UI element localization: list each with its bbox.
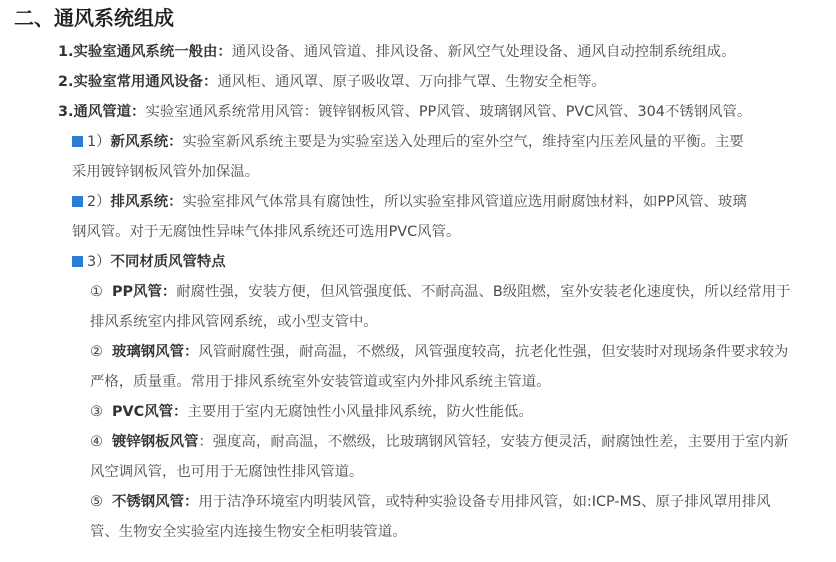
- sub-number: 2）: [87, 194, 111, 210]
- square-bullet-icon: [72, 196, 83, 207]
- sub-fresh-air-line1: [72, 132, 744, 152]
- item-label: 2.实验室常用通风设备：: [58, 74, 218, 90]
- sub-fresh-air-line2: 采用镀锌钢板风管外加保温。: [72, 164, 260, 180]
- sub-materials-heading: [72, 252, 226, 272]
- item-equipment-composition: [58, 42, 735, 62]
- material-label: 镀锌钢板风管: [112, 434, 199, 450]
- material-pp-line2: 排风系统室内排风管网系统，或小型支管中。: [90, 314, 378, 330]
- square-bullet-icon: [72, 256, 83, 267]
- sub-label: 不同材质风管特点: [110, 254, 226, 270]
- material-text: 用于洁净环境室内明装风管，或特种实验设备专用排风管，如:ICP-MS、原子排风罩用排风: [198, 494, 771, 510]
- item-common-equipment: [58, 72, 606, 92]
- sub-label: 排风系统：: [110, 194, 183, 210]
- item-text: 通风柜、通风罩、原子吸收罩、万向排气罩、生物安全柜等。: [217, 74, 606, 90]
- material-number: ②: [90, 344, 103, 360]
- sub-exhaust-line1: [72, 192, 747, 212]
- material-number: ⑤: [90, 494, 103, 510]
- material-label: PVC风管：: [112, 404, 188, 420]
- sub-number: 3）: [87, 254, 111, 270]
- item-label: 1.实验室通风系统一般由：: [58, 44, 232, 60]
- material-text: 主要用于室内无腐蚀性小风量排风系统，防火性能低。: [187, 404, 533, 420]
- sub-number: 1）: [87, 134, 111, 150]
- material-text: 耐腐性强，安装方便，但风管强度低、不耐高温、B级阻燃，室外安装老化速度快，所以经常用于: [176, 284, 791, 300]
- item-ducts: [58, 102, 751, 122]
- material-label: PP风管：: [112, 284, 177, 300]
- material-pvc-line1: [90, 402, 533, 422]
- section-heading: 二、通风系统组成: [14, 6, 174, 30]
- material-frp-line2: 严格，质量重。常用于排风系统室外安装管道或室内外排风系统主管道。: [90, 374, 551, 390]
- sub-label: 新风系统：: [110, 134, 183, 150]
- material-number: ④: [90, 434, 103, 450]
- square-bullet-icon: [72, 136, 83, 147]
- sub-exhaust-line2: 钢风管。对于无腐蚀性异味气体排风系统还可选用PVC风管。: [72, 224, 461, 240]
- sub-text: 实验室新风系统主要是为实验室送入处理后的室外空气，维持室内压差风量的平衡。主要: [182, 134, 744, 150]
- sub-text: 实验室排风气体常具有腐蚀性，所以实验室排风管道应选用耐腐蚀材料，如PP风管、玻璃: [182, 194, 747, 210]
- item-text: 通风设备、通风管道、排风设备、新风空气处理设备、通风自动控制系统组成。: [231, 44, 736, 60]
- material-frp-line1: [90, 342, 788, 362]
- material-text: 风管耐腐性强，耐高温，不燃级，风管强度较高，抗老化性强，但安装时对现场条件要求较为: [198, 344, 789, 360]
- material-pp-line1: [90, 282, 791, 302]
- item-label: 3.通风管道：: [58, 104, 146, 120]
- material-stainless-line1: [90, 492, 771, 512]
- material-galvanized-line2: 风空调风管，也可用于无腐蚀性排风管道。: [90, 464, 364, 480]
- material-label: 不锈钢风管：: [112, 494, 199, 510]
- material-stainless-line2: 管、生物安全实验室内连接生物安全柜明装管道。: [90, 524, 407, 540]
- material-number: ③: [90, 404, 103, 420]
- material-text: ：强度高，耐高温，不燃级，比玻璃钢风管轻，安装方便灵活，耐腐蚀性差，主要用于室内新: [198, 434, 789, 450]
- material-label: 玻璃钢风管：: [112, 344, 199, 360]
- material-galvanized-line1: [90, 432, 788, 452]
- item-text: 实验室通风系统常用风管：镀锌钢板风管、PP风管、玻璃钢风管、PVC风管、304不锈钢风管。: [145, 104, 752, 120]
- material-number: ①: [90, 284, 103, 300]
